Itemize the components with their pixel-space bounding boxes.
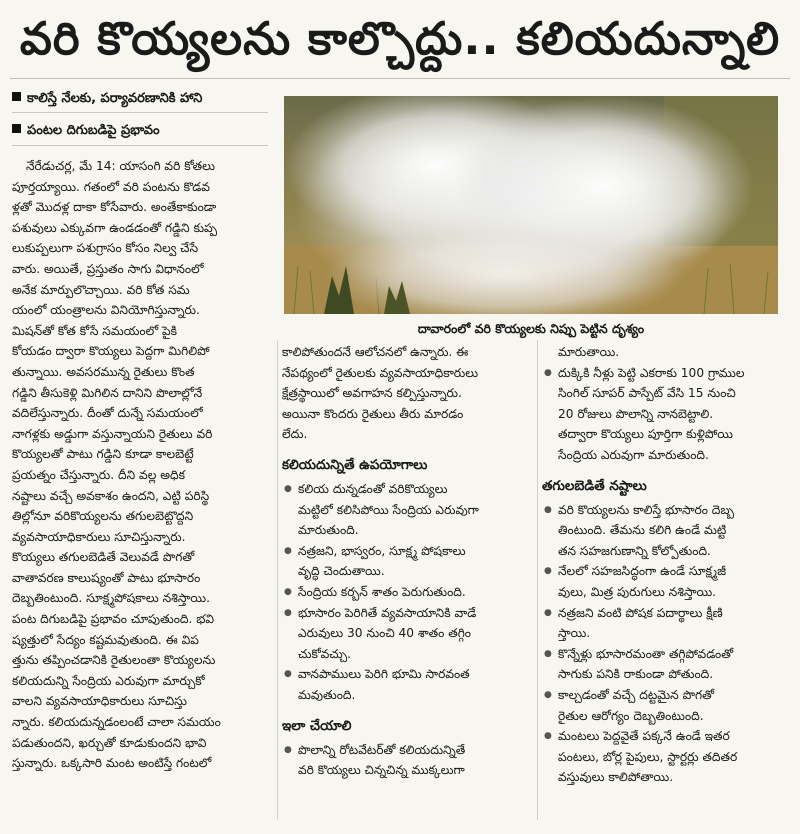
article-line: కోయడం ద్వారా కొయ్యలు పెద్దగా మిగిలిపో — [12, 344, 210, 359]
bullet-item-line: ● నత్రజని వంటి పోషక పదార్థాలు క్షీణి — [558, 605, 723, 620]
article-line: నేపథ్యంలో రైతులకు వ్యవసాయాధికారులు — [282, 365, 479, 380]
headline-rule — [10, 78, 790, 79]
headline: వరి కొయ్యలను కాల్చొద్దు.. కలియదున్నాలి — [19, 12, 781, 65]
article-line: ళ్లతో మొదళ్ల దాకా కోసేవారు. అంతేకాకుండా — [12, 200, 217, 215]
article-line: ప్రయత్నం చేస్తున్నారు. దీని వల్ల అధిక — [12, 467, 185, 482]
bullet-item — [542, 685, 782, 726]
bullet-item — [282, 582, 534, 603]
subhead-bullet — [12, 121, 160, 141]
bullet-item — [542, 726, 782, 788]
subhead-bullet-text: పంటల దిగుబడిపై ప్రభావం — [27, 123, 160, 138]
article-line: క్షేత్రస్థాయిలో అవగాహన కల్పిస్తున్నారు. — [282, 386, 462, 401]
square-bullet-icon — [12, 124, 21, 133]
bullet-item-line: 20 రోజులు పొలాన్ని నానబెట్టాలి. — [558, 406, 714, 421]
bullet-item-line: ● కాల్చడంతో వచ్చే దట్టమైన పొగతో — [558, 687, 714, 702]
bullet-item-line: ● వరి కొయ్యలను కాలిస్తే భూసారం దెబ్బ — [558, 502, 735, 517]
article-column-2 — [282, 342, 534, 781]
bullet-item-line: ● మంటలు పెద్దవైతే పక్కనే ఉండే ఇతర — [558, 729, 730, 744]
subhead-bullet — [12, 89, 202, 109]
bullet-item-line: ● దుక్కికి నీళ్లు పెట్టి ఎకరాకు 100 గ్రాముల — [558, 365, 745, 380]
bullet-item-line: ● కలియ దున్నడంతో వరికొయ్యలు — [298, 481, 448, 496]
bullet-item-line: వస్తువులు కాలిపోతాయి. — [558, 770, 674, 785]
bullet-item-line: ● భూసారం పెరిగితే వ్యవసాయానికి వాడే — [298, 605, 477, 620]
article-line: అయినా కొందరు రైతులు తీరు మారడం — [282, 406, 464, 421]
bullet-item-line: సేంద్రియ ఎరువుగా మారుతుంది. — [558, 447, 709, 462]
bullet-item — [282, 664, 534, 705]
bullet-item-line: పంటలు, బోర్ల పైపులు, స్టార్టర్లు తదితర — [558, 749, 738, 764]
article-line: పూర్తయ్యాయి. గతంలో వరి పంటను కొడవ — [12, 179, 210, 194]
bullet-item-line: తద్వారా కొయ్యలు పూర్తిగా కుళ్లిపోయి — [558, 427, 733, 442]
bullet-item-line: మారుతుంది. — [298, 523, 359, 538]
article-line: పశువులు ఎక్కువగా ఉండడంతో గడ్డిని కుప్ప — [12, 220, 218, 235]
article-line: మారుతాయి. — [558, 345, 620, 359]
bullet-divider — [12, 112, 268, 113]
photo-caption: దావారంలో వరి కొయ్యలకు నిప్పు పెట్టిన దృశ్యం — [417, 321, 645, 336]
bullet-item — [282, 740, 534, 781]
bullet-item-line: స్తాయి. — [558, 626, 591, 641]
article-line: స్తున్నారు. ఒక్కసారి మంట అంటిస్తే గంటలో — [12, 756, 212, 771]
article-line: తున్నాయి. అవసరమున్న రైతులు కొంత — [12, 364, 195, 379]
article-line: దెబ్బతింటుంది. సూక్ష్మపోషకాలు నశిస్తాయి. — [12, 591, 210, 606]
article-line: త్తును తప్పించడానికి రైతులంతా కొయ్యలను — [12, 653, 216, 668]
article-line: వదిలేస్తున్నారు. దీంతో దున్నే సమయంలో — [12, 406, 203, 421]
bullet-item-line: తింటుంది. తేమను కలిగి ఉండే మట్టి — [558, 523, 727, 538]
article-line: నాగళ్లకు అడ్డుగా వస్తున్నాయని రైతులు వరి — [12, 426, 213, 441]
article-column-3 — [542, 342, 782, 788]
column-divider — [537, 340, 538, 820]
bullet-item-line: ● సేంద్రియ కర్బన్ శాతం పెరుగుతుంది. — [298, 584, 466, 599]
article-line: కలియదున్ని సేంద్రియ ఎరువుగా మార్చుకో — [12, 673, 205, 688]
smoke-field-photo — [284, 96, 778, 314]
article-line: వాతావరణ కాలుష్యంతో పాటు భూసారం — [12, 570, 201, 585]
article-line: లుకుప్పలుగా పశుగ్రాసం కోసం నిల్వ చేసే — [12, 241, 198, 256]
bullet-item-line: రైతుల ఆరోగ్యం దెబ్బతింటుంది. — [558, 708, 704, 723]
bullet-item — [282, 541, 534, 582]
bullet-item-line: ఎరువులు 30 నుంచి 40 శాతం తగ్గిం — [298, 626, 471, 641]
bullet-item-line: తన సహజగుణాన్ని కోల్పోతుంది. — [558, 543, 711, 558]
article-line: కొయ్యలు తగులబెడితే వెలువడే పొగతో — [12, 550, 195, 565]
article-line: న్నారు. కలియదున్నడంలంటే చాలా సమయం — [12, 715, 221, 730]
section-heading: తగులబెడితే నష్టాలు — [542, 478, 647, 494]
bullet-item-line: వులు, మిత్ర పురుగులు నశిస్తాయి. — [558, 584, 717, 599]
photo-illustration — [284, 96, 778, 314]
bullet-item-line: చుకోవచ్చు. — [298, 646, 352, 661]
bullet-item-line: ● వానపాములు పెరిగి భూమి సారవంత — [298, 667, 470, 682]
article-line: లేదు. — [282, 427, 308, 442]
square-bullet-icon — [12, 92, 21, 101]
column-divider — [277, 340, 278, 820]
bullet-item — [542, 561, 782, 602]
bullet-item-line: ● కొన్నేళ్లు భూసారమంతా తగ్గిపోవడంతో — [558, 646, 734, 661]
article-line: తిల్లోనూ వరికొయ్యలను తగులబెట్టొద్దని — [12, 509, 194, 524]
article-line: అనేక మార్పులొచ్చాయి. వరి కోత సమ — [12, 282, 190, 297]
bullet-item — [542, 363, 782, 466]
article-line: నష్టాలు వచ్చే అవకాశం ఉందని, ఎట్టి పరిస్థి — [12, 488, 210, 503]
bullet-item-line: వృద్ధి చెందుతాయి. — [298, 564, 385, 579]
article-line: యంలో యంత్రాలను వినియోగిస్తున్నారు. — [12, 303, 200, 318]
article-line: నేరేడుచర్ల, మే 14: యాసంగి వరి కోతలు — [26, 159, 216, 173]
bullet-divider — [12, 145, 268, 146]
article-line: కొయ్యలతో పాటు గడ్డిని కూడా కాలబెట్టే — [12, 447, 194, 462]
article-line: పడుతుందని, ఖర్చుతో కూడుకుందని భావి — [12, 735, 207, 750]
article-line: వ్యవసాయాధికారులు సూచిస్తున్నారు. — [12, 529, 186, 544]
article-line: గడ్డిని తీసుకెళ్లి మిగిలిన దానిని పొలాల్లోనే — [12, 385, 203, 400]
bullet-item — [542, 603, 782, 644]
article-line: మిషన్‌తో కోత కోసే సమయంలో పైకి — [12, 323, 178, 338]
bullet-item — [282, 603, 534, 665]
article-column-1 — [12, 156, 270, 774]
bullet-item-line: ● పొలాన్ని రోటవేటర్‌తో కలియదున్నితే — [298, 742, 466, 757]
bullet-item-line: వరి కొయ్యలు చిన్నచిన్న ముక్కలుగా — [298, 763, 465, 778]
bullet-item-line: సాగుకు పనికి రాకుండా పోతుంది. — [558, 667, 714, 682]
bullet-item-line: మవుతుంది. — [298, 687, 356, 702]
article-line: వారు. అయితే, ప్రస్తుతం సాగు విధానంలో — [12, 261, 204, 276]
article-line: పంట దిగుబడిపై ప్రభావం చూపుతుంది. భవి — [12, 612, 215, 627]
bullet-item-line: సింగిల్ సూపర్ పాస్పేట్ వేసి 15 నుంచి — [558, 386, 736, 401]
article-line: కాలిపోతుందనే ఆలోచనలో ఉన్నారు. ఈ — [282, 345, 469, 359]
section-heading: ఇలా చేయాలి — [282, 718, 352, 734]
bullet-item — [542, 500, 782, 562]
bullet-item-line: మట్టిలో కలిసిపోయి సేంద్రియ ఎరువుగా — [298, 502, 479, 517]
article-line: ష్యత్తులో సేద్యం కష్టమవుతుంది. ఈ విప — [12, 632, 199, 647]
bullet-item-line: ● నేలలో సహజసిద్ధంగా ఉండే సూక్ష్మజీ — [558, 564, 726, 579]
bullet-item-line: ● నత్రజని, భాస్వరం, సూక్ష్మ పోషకాలు — [298, 543, 466, 558]
article-line: వాలని వ్యవసాయాధికారులు సూచిస్తు — [12, 694, 187, 709]
bullet-item — [282, 479, 534, 541]
section-heading: కలియదున్నితే ఉపయోగాలు — [282, 457, 428, 473]
bullet-item — [542, 644, 782, 685]
subhead-bullet-text: కాలిస్తే నేలకు, పర్యావరణానికి హాని — [27, 91, 203, 106]
